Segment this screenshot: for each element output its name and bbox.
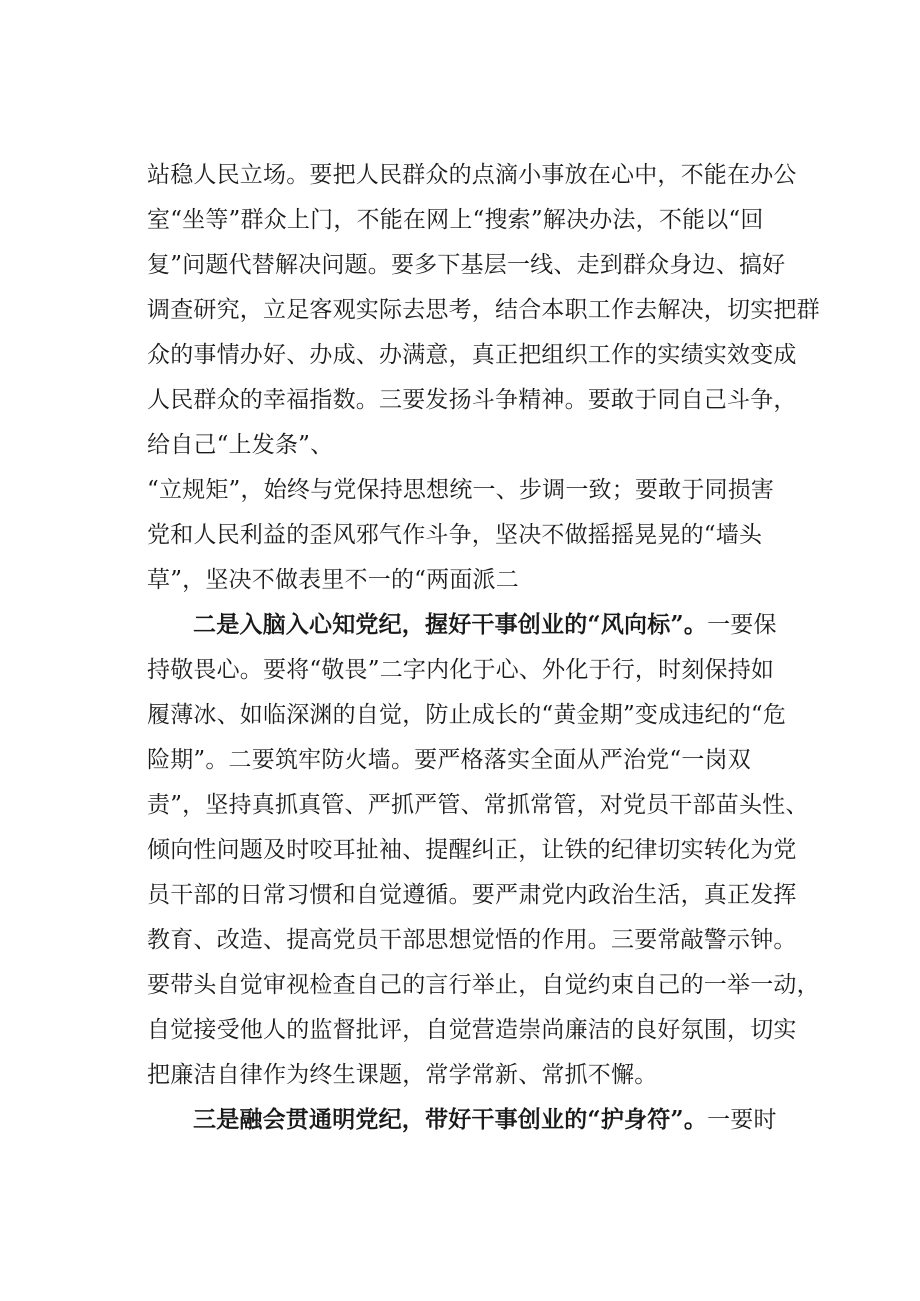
paragraph-heading: 三是融会贯通明党纪，带好干事创业的“护身符”。 xyxy=(193,1106,708,1133)
text-line: 履薄冰、如临深渊的自觉，防止成长的“黄金期”变成违纪的“危 xyxy=(147,702,787,728)
text-line: 员干部的日常习惯和自觉遵循。要严肃党内政治生活，真正发挥 xyxy=(147,882,797,908)
paragraph-heading-line xyxy=(193,1105,777,1135)
text-line: 党和人民利益的歪风邪气作斗争，坚决不做摇摇晃晃的“墙头 xyxy=(147,522,763,548)
text-line: 险期”。二要筑牢防火墙。要严格落实全面从严治党“一岗双 xyxy=(147,747,751,773)
text-line: 把廉洁自律作为终生课题，常学常新、常抓不懈。 xyxy=(147,1062,658,1088)
text-line: 复”问题代替解决问题。要多下基层一线、走到群众身边、搞好 xyxy=(147,252,786,278)
text-line: 室“坐等”群众上门，不能在网上“搜索”解决办法，不能以“回 xyxy=(147,207,764,233)
text-line: 站稳人民立场。要把人民群众的点滴小事放在心中，不能在办公 xyxy=(147,162,797,188)
text-line: “立规矩”，始终与党保持思想统一、步调一致；要敢于同损害 xyxy=(147,477,775,503)
text-fragment: 一要时 xyxy=(707,1107,777,1133)
text-line: 众的事情办好、办成、办满意，真正把组织工作的实绩实效变成 xyxy=(147,342,797,368)
text-line: 人民群众的幸福指数。三要发扬斗争精神。要敢于同自己斗争， xyxy=(147,387,797,413)
text-line: 持敬畏心。要将“敬畏”二字内化于心、外化于行，时刻保持如 xyxy=(147,657,775,683)
text-line: 给自己“上发条”、 xyxy=(147,432,334,458)
text-line: 草”，坚决不做表里不一的“两面派二 xyxy=(147,567,519,593)
text-line: 要带头自觉审视检查自己的言行举止，自觉约束自己的一举一动， xyxy=(147,972,820,998)
text-line: 调查研究，立足客观实际去思考，结合本职工作去解决，切实把群 xyxy=(147,297,820,323)
text-line: 倾向性问题及时咬耳扯袖、提醒纠正，让铁的纪律切实转化为党 xyxy=(147,837,797,863)
text-line: 责”，坚持真抓真管、严抓严管、常抓常管，对党员干部苗头性、 xyxy=(147,792,809,818)
paragraph-heading: 二是入脑入心知党纪，握好干事创业的“风向标”。 xyxy=(193,611,708,638)
paragraph-heading-line xyxy=(193,610,777,640)
text-line: 教育、改造、提高党员干部思想觉悟的作用。三要常敲警示钟。 xyxy=(147,927,797,953)
text-line: 自觉接受他人的监督批评，自觉营造崇尚廉洁的良好氛围，切实 xyxy=(147,1017,797,1043)
text-fragment: 一要保 xyxy=(707,612,777,638)
